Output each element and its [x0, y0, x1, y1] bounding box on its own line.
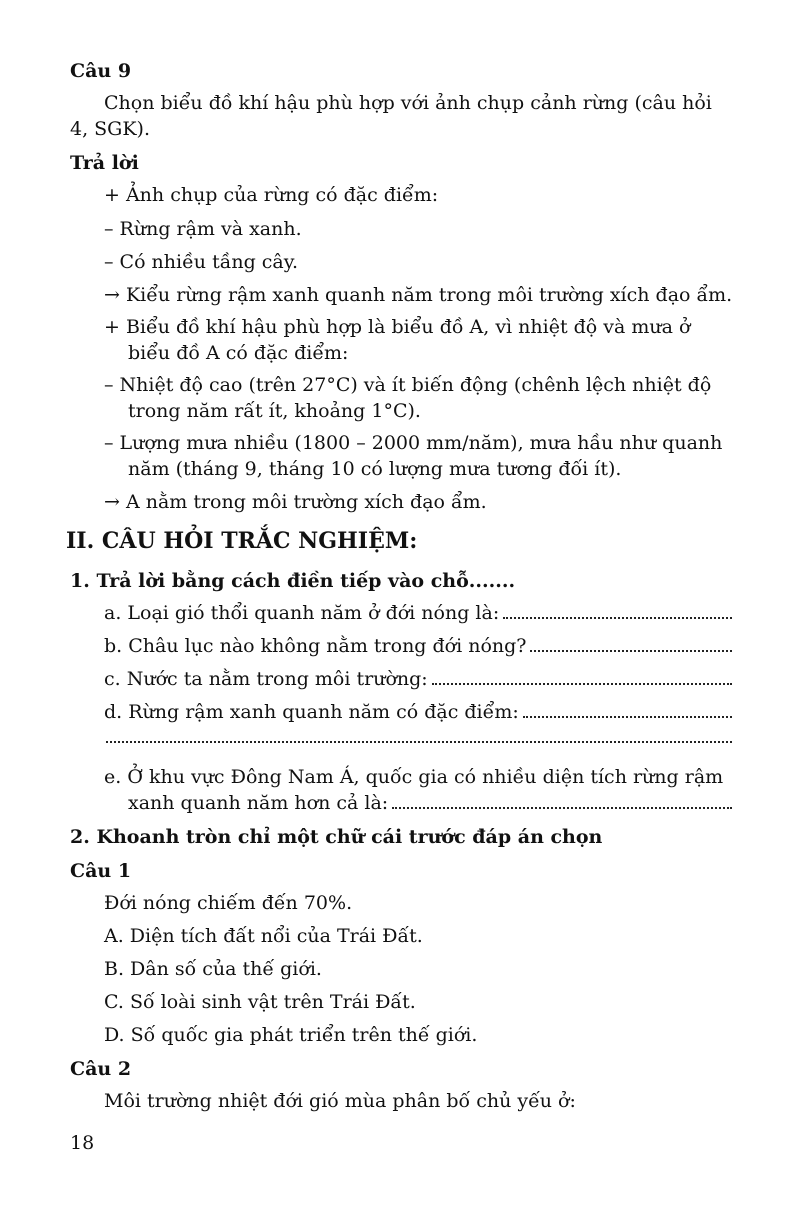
option-b[interactable]: B. Dân số của thế giới. — [104, 958, 322, 980]
fill-item-text: xanh quanh năm hơn cả là: — [128, 792, 389, 814]
cau2-heading: Câu 2 — [70, 1058, 132, 1080]
cau1-heading: Câu 1 — [70, 860, 132, 882]
option-c[interactable]: C. Số loài sinh vật trên Trái Đất. — [104, 991, 416, 1013]
fill-item-e — [128, 790, 732, 816]
answer-line: biểu đồ A có đặc điểm: — [128, 342, 349, 364]
multiple-choice-heading: 2. Khoanh tròn chỉ một chữ cái trước đáp án chọn — [70, 826, 603, 848]
fill-item-text: b. Châu lục nào không nằm trong đới nóng? — [104, 635, 527, 657]
answer-line: – Có nhiều tầng cây. — [104, 251, 299, 273]
answer-line: trong năm rất ít, khoảng 1°C). — [128, 400, 421, 422]
answer-line: → A nằm trong môi trường xích đạo ẩm. — [104, 491, 487, 513]
answer-blank[interactable] — [503, 600, 732, 619]
page-number: 18 — [70, 1132, 95, 1154]
cau9-heading: Câu 9 — [70, 60, 132, 82]
option-d[interactable]: D. Số quốc gia phát triển trên thế giới. — [104, 1024, 478, 1046]
answer-line: – Lượng mưa nhiều (1800 – 2000 mm/năm), mưa hầu như quanh — [104, 432, 723, 454]
answer-line: – Nhiệt độ cao (trên 27°C) và ít biến động (chênh lệch nhiệt độ — [104, 374, 712, 396]
answer-blank[interactable] — [432, 666, 732, 685]
answer-line: năm (tháng 9, tháng 10 có lượng mưa tương đối ít). — [128, 458, 622, 480]
answer-heading: Trả lời — [70, 152, 139, 174]
answer-blank[interactable] — [392, 790, 732, 809]
answer-line: + Ảnh chụp của rừng có đặc điểm: — [104, 184, 439, 206]
answer-blank[interactable] — [523, 699, 732, 718]
section-heading: II. CÂU HỎI TRẮC NGHIỆM: — [66, 528, 418, 554]
answer-line: + Biểu đồ khí hậu phù hợp là biểu đồ A, vì nhiệt độ và mưa ở — [104, 316, 691, 338]
fill-item-b — [104, 633, 732, 659]
cau2-question: Môi trường nhiệt đới gió mùa phân bố chủ yếu ở: — [104, 1090, 576, 1112]
fill-in-heading: 1. Trả lời bằng cách điền tiếp vào chỗ....... — [70, 570, 516, 592]
fill-item-a — [104, 600, 732, 626]
fill-item-text: d. Rừng rậm xanh quanh năm có đặc điểm: — [104, 701, 519, 723]
answer-blank-continued[interactable] — [106, 741, 732, 743]
fill-item-d — [104, 699, 732, 725]
fill-item-c — [104, 666, 732, 692]
option-a[interactable]: A. Diện tích đất nổi của Trái Đất. — [104, 925, 423, 947]
fill-item-text: a. Loại gió thổi quanh năm ở đới nóng là: — [104, 602, 500, 624]
fill-item-e-line1: e. Ở khu vực Đông Nam Á, quốc gia có nhiều diện tích rừng rậm — [104, 766, 724, 788]
fill-item-text: c. Nước ta nằm trong môi trường: — [104, 668, 428, 690]
answer-blank[interactable] — [530, 633, 732, 652]
answer-line: – Rừng rậm và xanh. — [104, 218, 302, 240]
cau9-question-line2: 4, SGK). — [70, 118, 151, 140]
cau1-question: Đới nóng chiếm đến 70%. — [104, 892, 353, 914]
answer-line: → Kiểu rừng rậm xanh quanh năm trong môi trường xích đạo ẩm. — [104, 284, 733, 306]
cau9-question-line1: Chọn biểu đồ khí hậu phù hợp với ảnh chụp cảnh rừng (câu hỏi — [104, 92, 712, 114]
